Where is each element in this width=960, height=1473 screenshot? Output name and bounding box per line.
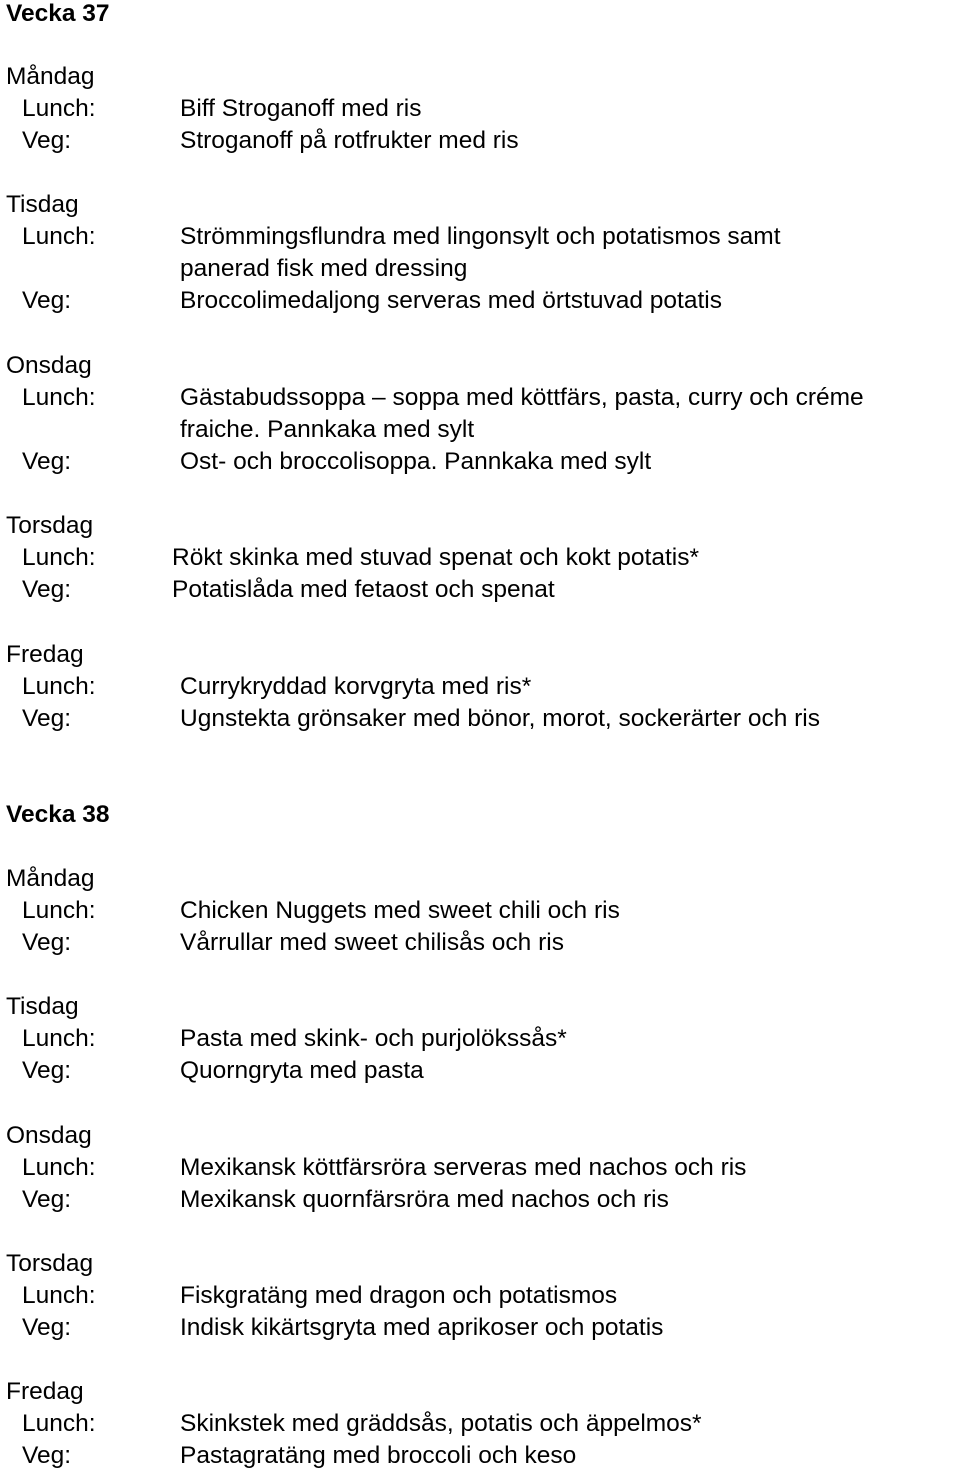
veg-dish: Potatislåda med fetaost och spenat bbox=[172, 576, 555, 603]
lunch-label: Lunch: bbox=[22, 223, 96, 250]
lunch-dish: Chicken Nuggets med sweet chili och ris bbox=[180, 897, 620, 924]
lunch-dish: Biff Stroganoff med ris bbox=[180, 95, 422, 122]
day-name: Torsdag bbox=[6, 512, 94, 539]
day-name: Tisdag bbox=[6, 993, 79, 1020]
lunch-label: Lunch: bbox=[22, 544, 96, 571]
veg-dish: Ost- och broccolisoppa. Pannkaka med sylt bbox=[180, 448, 652, 475]
lunch-dish: fraiche. Pannkaka med sylt bbox=[180, 416, 475, 443]
veg-dish: Pastagratäng med broccoli och keso bbox=[180, 1442, 577, 1469]
lunch-label: Lunch: bbox=[22, 1410, 96, 1437]
lunch-dish: Fiskgratäng med dragon och potatismos bbox=[180, 1282, 618, 1309]
veg-label: Veg: bbox=[22, 448, 72, 475]
lunch-label: Lunch: bbox=[22, 897, 96, 924]
lunch-label: Lunch: bbox=[22, 673, 96, 700]
veg-label: Veg: bbox=[22, 287, 72, 314]
lunch-dish: Skinkstek med gräddsås, potatis och äppelmos* bbox=[180, 1410, 702, 1437]
veg-label: Veg: bbox=[22, 705, 72, 732]
lunch-label: Lunch: bbox=[22, 384, 96, 411]
veg-label: Veg: bbox=[22, 1057, 72, 1084]
veg-label: Veg: bbox=[22, 1442, 72, 1469]
lunch-dish: panerad fisk med dressing bbox=[180, 255, 468, 282]
lunch-dish: Mexikansk köttfärsröra serveras med nachos och ris bbox=[180, 1154, 747, 1181]
veg-dish: Broccolimedaljong serveras med örtstuvad potatis bbox=[180, 287, 722, 314]
lunch-dish: Currykryddad korvgryta med ris* bbox=[180, 673, 532, 700]
day-name: Onsdag bbox=[6, 352, 92, 379]
veg-dish: Mexikansk quornfärsröra med nachos och ris bbox=[180, 1186, 669, 1213]
lunch-dish: Strömmingsflundra med lingonsylt och potatismos samt bbox=[180, 223, 781, 250]
week-title: Vecka 38 bbox=[6, 801, 110, 828]
veg-label: Veg: bbox=[22, 576, 72, 603]
day-name: Måndag bbox=[6, 865, 95, 892]
veg-dish: Vårrullar med sweet chilisås och ris bbox=[180, 929, 564, 956]
lunch-dish: Gästabudssoppa – soppa med köttfärs, pasta, curry och créme bbox=[180, 384, 864, 411]
veg-dish: Quorngryta med pasta bbox=[180, 1057, 424, 1084]
day-name: Onsdag bbox=[6, 1122, 92, 1149]
lunch-label: Lunch: bbox=[22, 1025, 96, 1052]
veg-label: Veg: bbox=[22, 929, 72, 956]
lunch-dish: Rökt skinka med stuvad spenat och kokt potatis* bbox=[172, 544, 700, 571]
day-name: Tisdag bbox=[6, 191, 79, 218]
veg-label: Veg: bbox=[22, 1314, 72, 1341]
veg-dish: Indisk kikärtsgryta med aprikoser och potatis bbox=[180, 1314, 664, 1341]
lunch-dish: Pasta med skink- och purjolökssås* bbox=[180, 1025, 567, 1052]
day-name: Torsdag bbox=[6, 1250, 94, 1277]
lunch-label: Lunch: bbox=[22, 1154, 96, 1181]
week-title: Vecka 37 bbox=[6, 0, 110, 27]
day-name: Måndag bbox=[6, 63, 95, 90]
lunch-label: Lunch: bbox=[22, 1282, 96, 1309]
veg-label: Veg: bbox=[22, 1186, 72, 1213]
veg-label: Veg: bbox=[22, 127, 72, 154]
veg-dish: Stroganoff på rotfrukter med ris bbox=[180, 127, 519, 154]
day-name: Fredag bbox=[6, 1378, 84, 1405]
lunch-label: Lunch: bbox=[22, 95, 96, 122]
veg-dish: Ugnstekta grönsaker med bönor, morot, sockerärter och ris bbox=[180, 705, 821, 732]
day-name: Fredag bbox=[6, 641, 84, 668]
